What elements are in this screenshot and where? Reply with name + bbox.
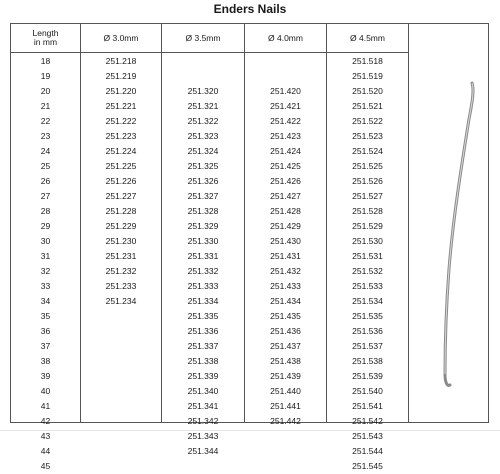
header-d35: Ø 3.5mm: [185, 32, 221, 43]
column-d30: [81, 54, 161, 474]
part-number-cell: 251.542: [352, 416, 383, 426]
part-number-cell: 251.434: [270, 296, 301, 306]
part-number-cell: [162, 69, 244, 84]
part-number-cell: 251.427: [270, 191, 301, 201]
part-number-cell: 251.336: [187, 326, 219, 336]
part-number-cell: [81, 369, 161, 384]
header-length-line1: Length: [32, 28, 59, 38]
part-number-cell: [81, 399, 161, 414]
column-d35: [162, 54, 244, 474]
length-cell: 30: [40, 236, 51, 246]
part-number-cell: 251.340: [187, 386, 219, 396]
part-number-cell: 251.221: [105, 101, 137, 111]
part-number-cell: 251.432: [270, 266, 301, 276]
part-number-cell: 251.523: [352, 131, 383, 141]
length-cell: 21: [40, 101, 51, 111]
part-number-cell: 251.540: [352, 386, 383, 396]
part-number-cell: 251.320: [187, 86, 219, 96]
part-number-cell: 251.438: [270, 356, 301, 366]
page-title: Enders Nails: [213, 2, 287, 16]
part-number-cell: 251.437: [270, 341, 301, 351]
part-number-cell: 251.430: [270, 236, 301, 246]
part-number-cell: 251.529: [352, 221, 383, 231]
nails-table: [10, 23, 489, 471]
part-number-cell: 251.528: [352, 206, 383, 216]
part-number-cell: [162, 54, 244, 69]
part-number-cell: 251.321: [187, 101, 219, 111]
length-cell: 44: [40, 446, 51, 456]
part-number-cell: 251.322: [187, 116, 219, 126]
part-number-cell: 251.224: [105, 146, 137, 156]
length-cell: 32: [40, 266, 51, 276]
part-number-cell: 251.426: [270, 176, 301, 186]
part-number-cell: 251.440: [270, 386, 301, 396]
length-cell: 22: [40, 116, 51, 126]
part-number-cell: [245, 69, 326, 84]
part-number-cell: 251.343: [187, 431, 219, 441]
part-number-cell: 251.327: [187, 191, 219, 201]
part-number-cell: 251.519: [352, 71, 383, 81]
part-number-cell: 251.428: [270, 206, 301, 216]
part-number-cell: 251.435: [270, 311, 301, 321]
part-number-cell: 251.219: [105, 71, 137, 81]
part-number-cell: 251.534: [352, 296, 383, 306]
part-number-cell: 251.326: [187, 176, 219, 186]
part-number-cell: 251.228: [105, 206, 137, 216]
part-number-cell: [81, 429, 161, 444]
part-number-cell: 251.232: [105, 266, 137, 276]
part-number-cell: 251.338: [187, 356, 219, 366]
part-number-cell: 251.524: [352, 146, 383, 156]
part-number-cell: [162, 459, 244, 474]
header-d45: Ø 4.5mm: [350, 32, 385, 43]
length-cell: 18: [40, 56, 51, 66]
part-number-cell: 251.425: [270, 161, 301, 171]
length-cell: 38: [40, 356, 51, 366]
length-cell: 24: [40, 146, 51, 156]
part-number-cell: 251.342: [187, 416, 219, 426]
part-number-cell: 251.220: [105, 86, 137, 96]
part-number-cell: 251.530: [352, 236, 383, 246]
length-cell: 45: [40, 461, 51, 471]
part-number-cell: [245, 444, 326, 459]
length-cell: 34: [40, 296, 51, 306]
column-divider: [408, 24, 409, 422]
part-number-cell: 251.226: [105, 176, 137, 186]
header-d40: Ø 4.0mm: [268, 32, 303, 43]
part-number-cell: 251.339: [187, 371, 219, 381]
part-number-cell: 251.334: [187, 296, 219, 306]
part-number-cell: 251.233: [105, 281, 137, 291]
part-number-cell: 251.229: [105, 221, 137, 231]
part-number-cell: 251.231: [105, 251, 137, 261]
part-number-cell: 251.538: [352, 356, 383, 366]
part-number-cell: 251.526: [352, 176, 383, 186]
part-number-cell: 251.423: [270, 131, 301, 141]
length-cell: 42: [40, 416, 51, 426]
part-number-cell: 251.227: [105, 191, 137, 201]
part-number-cell: 251.536: [352, 326, 383, 336]
part-number-cell: 251.533: [352, 281, 383, 291]
part-number-cell: 251.439: [270, 371, 301, 381]
part-number-cell: [81, 459, 161, 474]
length-cell: 35: [40, 311, 51, 321]
part-number-cell: [81, 354, 161, 369]
length-cell: 28: [40, 206, 51, 216]
part-number-cell: 251.223: [105, 131, 137, 141]
part-number-cell: 251.424: [270, 146, 301, 156]
column-length: [11, 54, 80, 474]
length-cell: 39: [40, 371, 51, 381]
part-number-cell: 251.420: [270, 86, 301, 96]
length-cell: 31: [40, 251, 51, 261]
length-cell: 33: [40, 281, 51, 291]
part-number-cell: 251.527: [352, 191, 383, 201]
length-cell: 19: [40, 71, 51, 81]
part-number-cell: 251.539: [352, 371, 383, 381]
part-number-cell: [81, 339, 161, 354]
part-number-cell: 251.329: [187, 221, 219, 231]
part-number-cell: 251.222: [105, 116, 137, 126]
part-number-cell: 251.333: [187, 281, 219, 291]
length-cell: 29: [40, 221, 51, 231]
length-cell: 36: [40, 326, 51, 336]
part-number-cell: 251.335: [187, 311, 219, 321]
part-number-cell: 251.433: [270, 281, 301, 291]
part-number-cell: [81, 324, 161, 339]
header-length-line2: in mm: [33, 37, 58, 47]
length-cell: 37: [40, 341, 51, 351]
header-divider: [11, 52, 408, 53]
length-cell: 26: [40, 176, 51, 186]
part-number-cell: 251.431: [270, 251, 301, 261]
part-number-cell: 251.543: [352, 431, 383, 441]
part-number-cell: 251.324: [187, 146, 219, 156]
part-number-cell: 251.225: [105, 161, 137, 171]
length-cell: 23: [40, 131, 51, 141]
part-number-cell: 251.330: [187, 236, 219, 246]
part-number-cell: 251.332: [187, 266, 219, 276]
part-number-cell: 251.323: [187, 131, 219, 141]
part-number-cell: [81, 444, 161, 459]
part-number-cell: 251.230: [105, 236, 137, 246]
length-cell: 43: [40, 431, 51, 441]
part-number-cell: 251.531: [352, 251, 383, 261]
length-cell: 41: [40, 401, 51, 411]
header-length: [11, 24, 80, 52]
column-d45: [327, 54, 408, 474]
enders-nail-icon: [431, 79, 481, 399]
part-number-cell: 251.429: [270, 221, 301, 231]
part-number-cell: 251.532: [352, 266, 383, 276]
header-d30: Ø 3.0mm: [103, 32, 139, 43]
part-number-cell: 251.337: [187, 341, 219, 351]
part-number-cell: 251.545: [352, 461, 383, 471]
part-number-cell: 251.234: [105, 296, 137, 306]
part-number-cell: 251.344: [187, 446, 219, 456]
part-number-cell: [245, 54, 326, 69]
part-number-cell: 251.525: [352, 161, 383, 171]
part-number-cell: [81, 309, 161, 324]
part-number-cell: 251.537: [352, 341, 383, 351]
part-number-cell: 251.341: [187, 401, 219, 411]
part-number-cell: [245, 429, 326, 444]
part-number-cell: 251.521: [352, 101, 383, 111]
page-bottom-rule: [0, 430, 500, 431]
part-number-cell: [245, 459, 326, 474]
part-number-cell: 251.441: [270, 401, 301, 411]
part-number-cell: 251.328: [187, 206, 219, 216]
part-number-cell: 251.442: [270, 416, 301, 426]
part-number-cell: 251.218: [105, 56, 137, 66]
part-number-cell: 251.331: [187, 251, 219, 261]
part-number-cell: 251.422: [270, 116, 301, 126]
length-cell: 40: [40, 386, 51, 396]
part-number-cell: 251.541: [352, 401, 383, 411]
part-number-cell: 251.520: [352, 86, 383, 96]
part-number-cell: 251.518: [352, 56, 383, 66]
length-cell: 27: [40, 191, 51, 201]
part-number-cell: 251.522: [352, 116, 383, 126]
part-number-cell: [81, 414, 161, 429]
part-number-cell: 251.535: [352, 311, 383, 321]
part-number-cell: 251.325: [187, 161, 219, 171]
length-cell: 25: [40, 161, 51, 171]
part-number-cell: [81, 384, 161, 399]
part-number-cell: 251.544: [352, 446, 383, 456]
part-number-cell: 251.436: [270, 326, 301, 336]
length-cell: 20: [40, 86, 51, 96]
part-number-cell: 251.421: [270, 101, 301, 111]
column-d40: [245, 54, 326, 474]
